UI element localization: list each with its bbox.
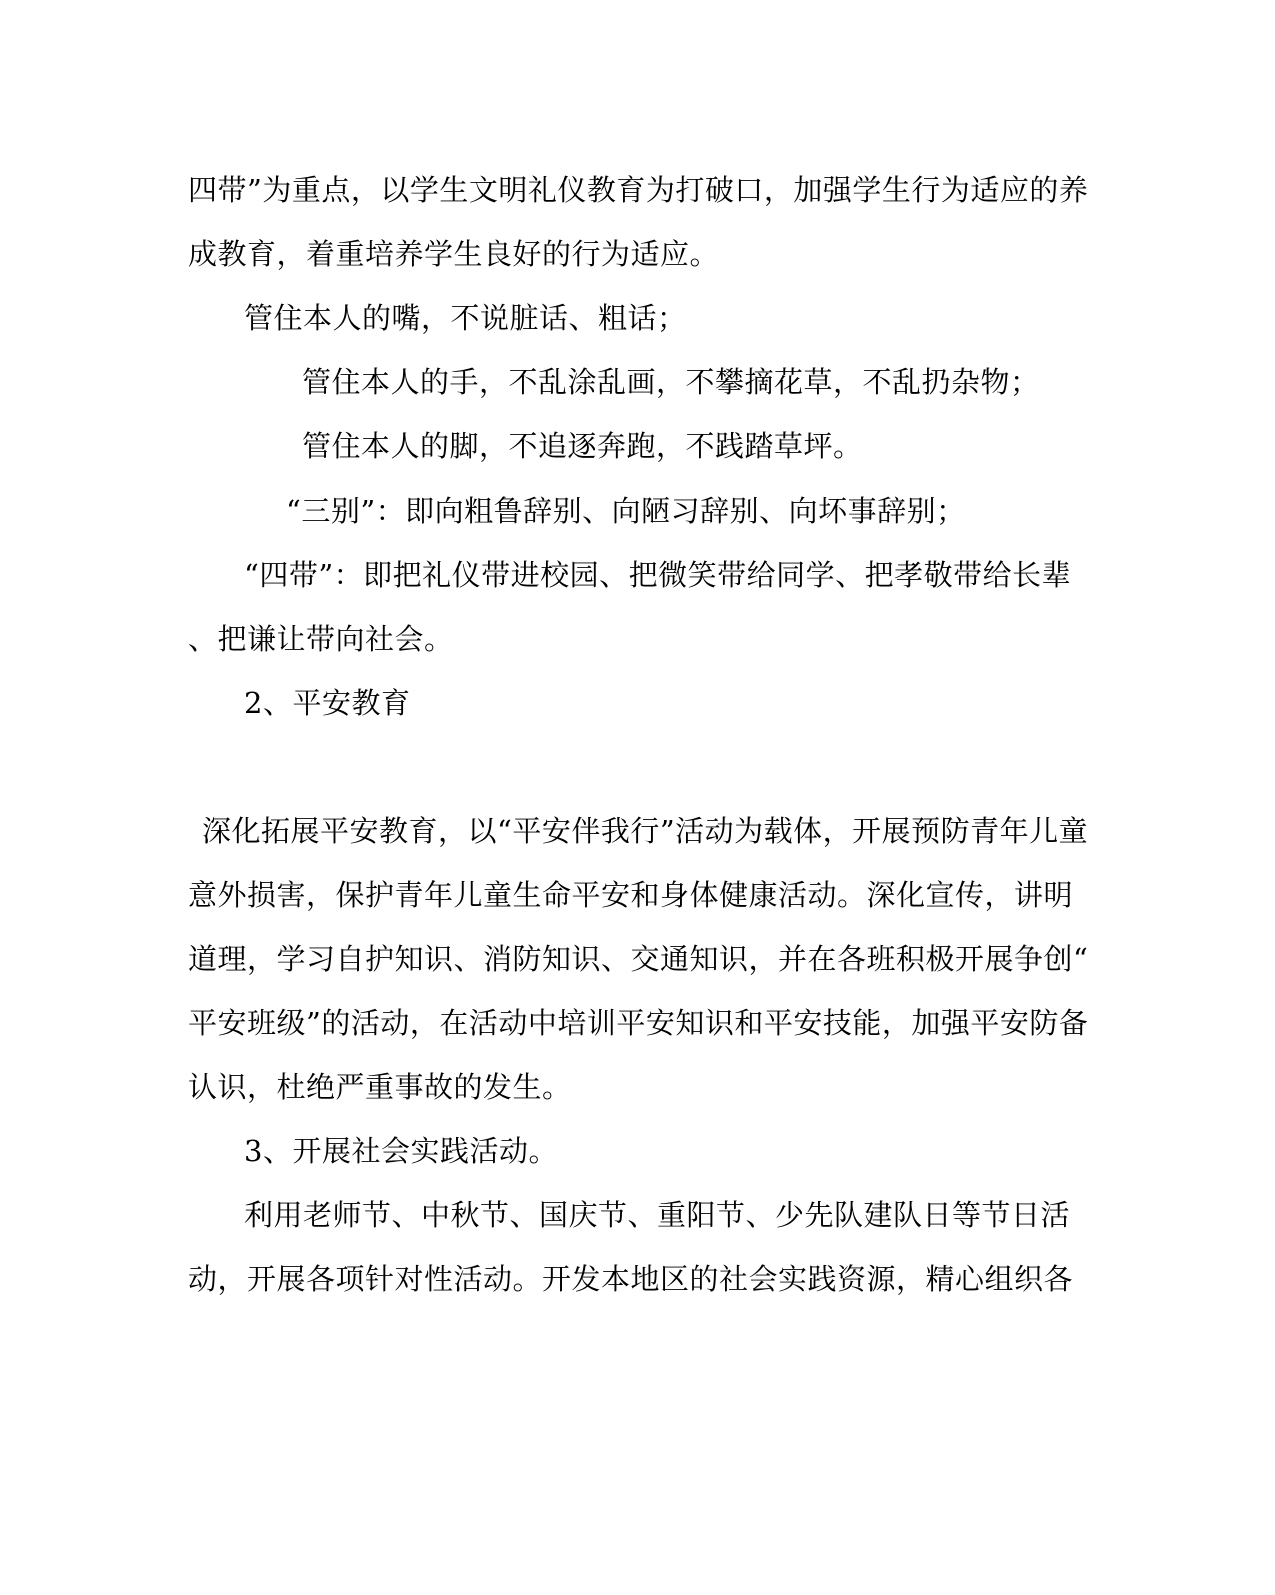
text-line: 意外损害，保护青年儿童生命平安和身体健康活动。深化宣传，讲明 bbox=[188, 878, 1074, 912]
text-line: 动，开展各项针对性活动。开发本地区的社会实践资源，精心组织各 bbox=[188, 1262, 1074, 1296]
text-line: 管住本人的嘴，不说脏话、粗话； bbox=[244, 301, 687, 335]
text-line: 管住本人的脚，不追逐奔跑，不践踏草坪。 bbox=[302, 429, 863, 463]
text-line: 利用老师节、中秋节、国庆节、重阳节、少先队建队日等节日活 bbox=[244, 1198, 1071, 1232]
text-line: 管住本人的手，不乱涂乱画，不攀摘花草，不乱扔杂物； bbox=[302, 365, 1040, 399]
text-line: 认识，杜绝严重事故的发生。 bbox=[188, 1070, 572, 1104]
text-line: “四带”：即把礼仪带进校园、把微笑带给同学、把孝敬带给长辈 bbox=[244, 558, 1072, 592]
text-line: “三别”：即向粗鲁辞别、向陋习辞别、向坏事辞别； bbox=[286, 494, 966, 528]
text-line: 道理，学习自护知识、消防知识、交通知识，并在各班积极开展争创“ bbox=[188, 942, 1089, 976]
section-heading: 2、平安教育 bbox=[244, 686, 411, 720]
text-line: 深化拓展平安教育，以“平安伴我行”活动为载体，开展预防青年儿童 bbox=[202, 814, 1089, 848]
text-line: 成教育，着重培养学生良好的行为适应。 bbox=[188, 237, 720, 271]
text-line: 四带”为重点，以学生文明礼仪教育为打破口，加强学生行为适应的养 bbox=[188, 173, 1089, 207]
text-line: 平安班级”的活动，在活动中培训平安知识和平安技能，加强平安防备 bbox=[188, 1006, 1089, 1040]
section-heading: 3、开展社会实践活动。 bbox=[244, 1134, 558, 1168]
text-line: 、把谦让带向社会。 bbox=[188, 622, 454, 656]
